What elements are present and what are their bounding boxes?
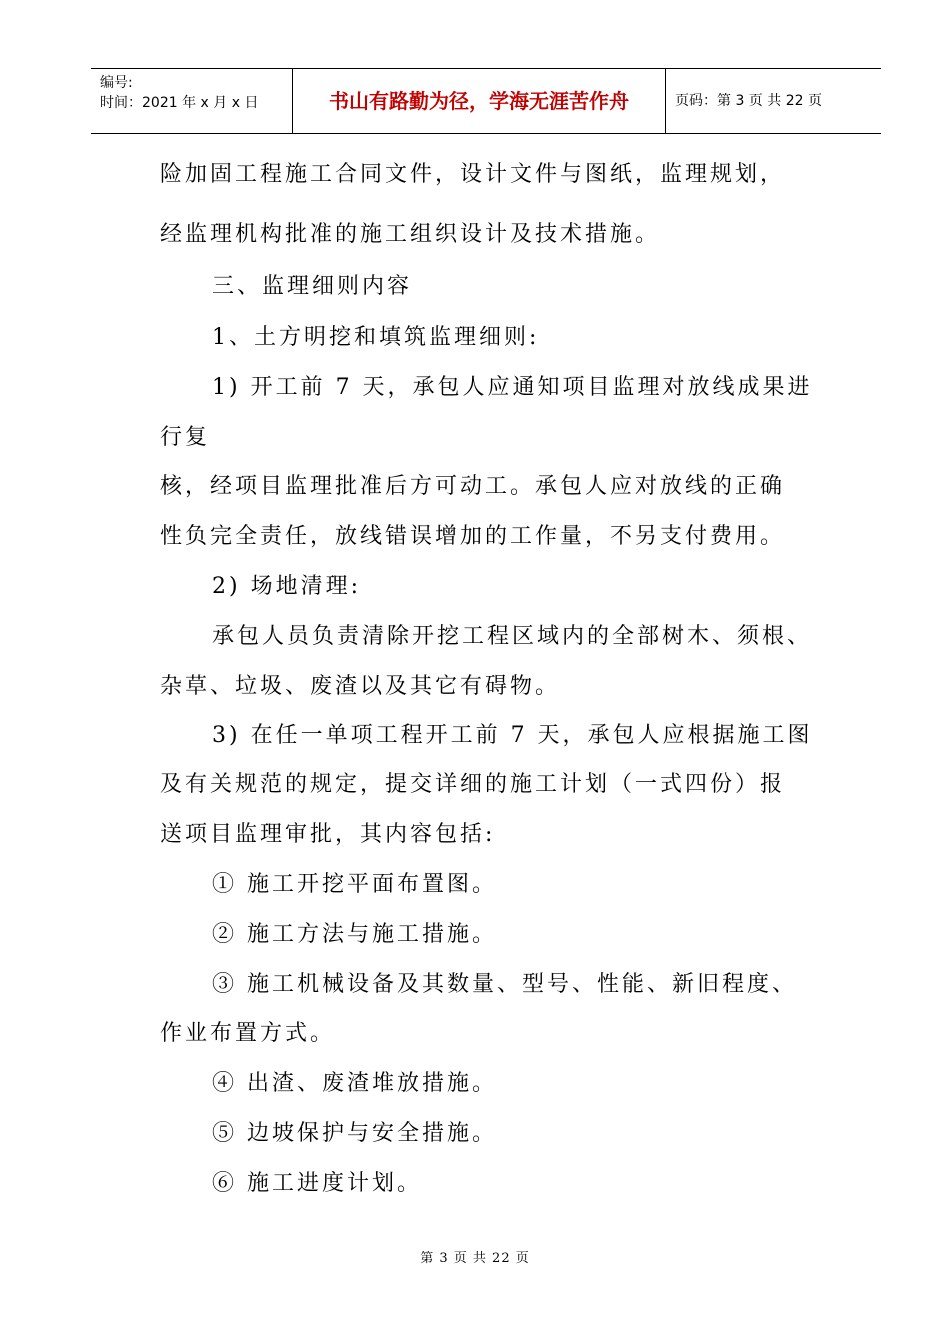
body-line: 险加固工程施工合同文件，设计文件与图纸，监理规划，: [160, 162, 786, 187]
list-item: ④ 出渣、废渣堆放措施。: [212, 1071, 497, 1096]
list-item: ① 施工开挖平面布置图。: [212, 872, 497, 897]
header-meta: [91, 69, 293, 133]
page-footer: 第 3 页 共 22 页: [420, 1251, 530, 1266]
body-line: 1) 开工前 7 天，承包人应通知项目监理对放线成果进: [212, 375, 813, 400]
body-line: 及有关规范的规定，提交详细的施工计划（一式四份）报: [160, 772, 786, 797]
body-line: 经监理机构批准的施工组织设计及技术措施。: [160, 222, 661, 247]
body-line: 3) 在任一单项工程开工前 7 天，承包人应根据施工图: [212, 723, 813, 748]
body-line: 杂草、垃圾、废渣以及其它有碍物。: [160, 674, 561, 699]
number-label: 编号:: [100, 75, 133, 91]
body-line: 性负完全责任，放线错误增加的工作量，不另支付费用。: [160, 524, 786, 549]
list-item: 作业布置方式。: [160, 1021, 336, 1046]
body-line: 行复: [160, 425, 211, 450]
body-line: 2) 场地清理:: [212, 574, 361, 599]
list-item: ⑥ 施工进度计划。: [212, 1171, 422, 1196]
subsection-heading: 1、土方明挖和填筑监理细则:: [212, 325, 540, 350]
section-heading: 三、监理细则内容: [212, 274, 413, 299]
list-item: ② 施工方法与施工措施。: [212, 922, 497, 947]
body-line: 核，经项目监理批准后方可动工。承包人应对放线的正确: [160, 474, 786, 499]
header-motto: 书山有路勤为径，学海无涯苦作舟: [293, 69, 666, 133]
time-label: 时间：2021 年 x 月 x 日: [100, 95, 259, 111]
header-page-info: 页码：第 3 页 共 22 页: [675, 93, 822, 109]
page-header: [91, 68, 881, 134]
body-line: 送项目监理审批，其内容包括:: [160, 822, 496, 847]
list-item: ③ 施工机械设备及其数量、型号、性能、新旧程度、: [212, 972, 797, 997]
body-line: 承包人员负责清除开挖工程区域内的全部树木、须根、: [212, 624, 813, 649]
list-item: ⑤ 边坡保护与安全措施。: [212, 1121, 497, 1146]
